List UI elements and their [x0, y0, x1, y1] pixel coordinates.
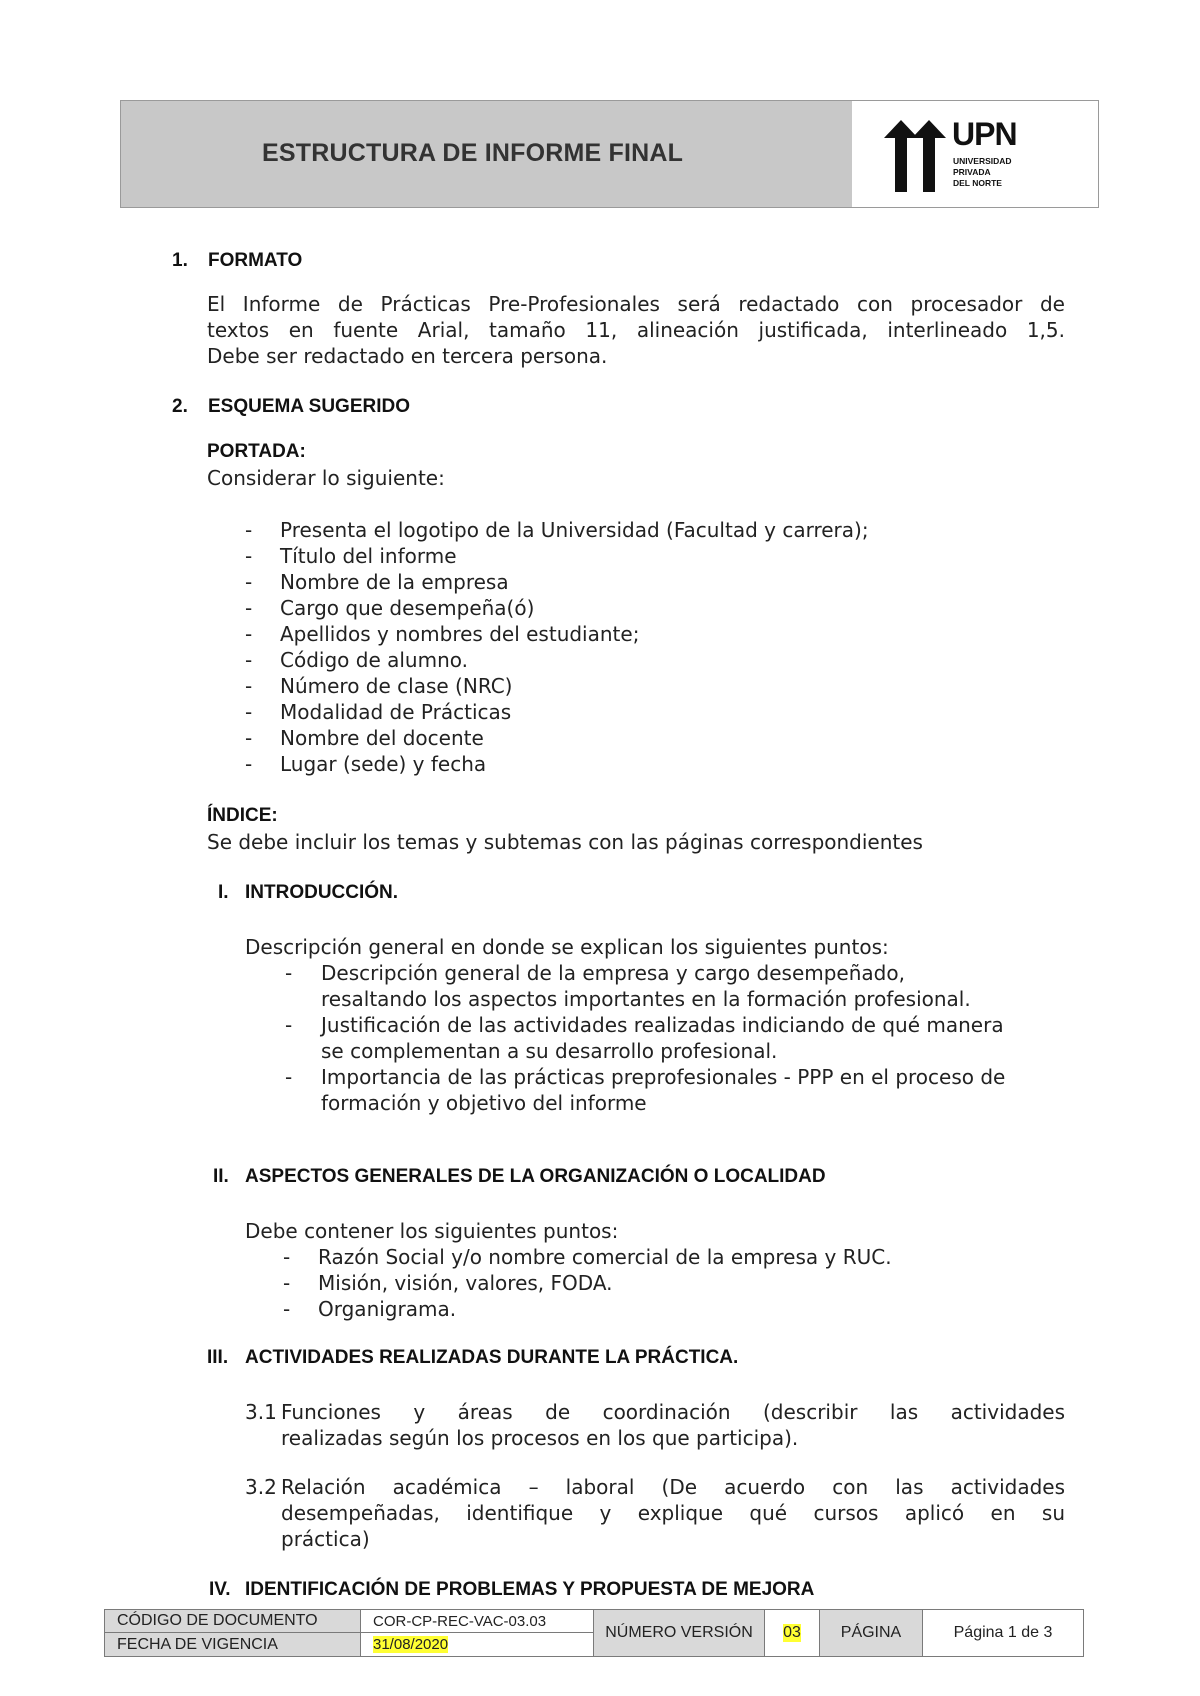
- footer-version-value: 03: [764, 1609, 820, 1657]
- logo-subtitle-1: UNIVERSIDAD: [953, 156, 1012, 166]
- section-III-number: III.: [207, 1347, 229, 1368]
- indice-text: Se debe incluir los temas y subtemas con las páginas correspondientes: [207, 830, 923, 854]
- portada-list: [245, 517, 1045, 777]
- section-I-intro: Descripción general en donde se explican los siguientes puntos:: [245, 935, 889, 959]
- section-1-line-2: textos en fuente Arial, tamaño 11, alineación justificada, interlineado 1,5.: [207, 318, 1065, 342]
- para-3-2-number: 3.2: [245, 1475, 277, 1499]
- logo-subtitle-2: PRIVADA: [953, 167, 991, 177]
- footer-pagina-value: Página 1 de 3: [922, 1609, 1084, 1657]
- para-3-2-line-1: Relación académica – laboral (De acuerdo con las actividades: [281, 1475, 1065, 1499]
- para-3-2-line-2: desempeñadas, identifique y explique qué cursos aplicó en su: [281, 1501, 1065, 1525]
- para-3-1-number: 3.1: [245, 1400, 277, 1424]
- list-item: - Presenta el logotipo de la Universidad (Facultad y carrera);: [245, 518, 869, 542]
- list-item: - Nombre del docente: [245, 726, 484, 750]
- section-1-number: 1.: [172, 250, 188, 271]
- list-item: - Descripción general de la empresa y cargo desempeñado, resaltando los aspectos importantes en la formación profesional.: [285, 961, 971, 1011]
- section-II-number: II.: [213, 1166, 229, 1187]
- para-3-1-line-2: realizadas según los procesos en los que participa).: [281, 1426, 799, 1450]
- list-item: - Apellidos y nombres del estudiante;: [245, 622, 640, 646]
- section-I-list: [285, 960, 1085, 1116]
- portada-intro: Considerar lo siguiente:: [207, 466, 445, 490]
- logo-subtitle-3: DEL NORTE: [953, 178, 1002, 188]
- list-item: - Importancia de las prácticas preprofesionales - PPP en el proceso de formación y objetivo del informe: [285, 1065, 1006, 1115]
- section-1-title: FORMATO: [208, 250, 303, 271]
- section-2-number: 2.: [172, 396, 188, 417]
- section-II-title: ASPECTOS GENERALES DE LA ORGANIZACIÓN O LOCALIDAD: [245, 1166, 826, 1187]
- list-item: - Nombre de la empresa: [245, 570, 509, 594]
- section-II-list: [283, 1244, 1083, 1322]
- list-item: - Organigrama.: [283, 1297, 457, 1321]
- section-I-title: INTRODUCCIÓN.: [245, 882, 399, 903]
- section-I-number: I.: [218, 882, 229, 903]
- list-item: - Justificación de las actividades realizadas indiciando de qué manera se complementan a su desarrollo profesional.: [285, 1013, 1004, 1063]
- list-item: - Código de alumno.: [245, 648, 468, 672]
- list-item: - Título del informe: [245, 544, 457, 568]
- footer-fecha-label: FECHA DE VIGENCIA: [104, 1632, 361, 1657]
- portada-heading: PORTADA:: [207, 441, 306, 462]
- section-2-title: ESQUEMA SUGERIDO: [208, 396, 410, 417]
- list-item: - Lugar (sede) y fecha: [245, 752, 487, 776]
- section-III-title: ACTIVIDADES REALIZADAS DURANTE LA PRÁCTICA.: [245, 1347, 739, 1368]
- list-item: - Modalidad de Prácticas: [245, 700, 512, 724]
- footer-fecha-value: 31/08/2020: [360, 1632, 594, 1657]
- section-IV-title: IDENTIFICACIÓN DE PROBLEMAS Y PROPUESTA DE MEJORA: [245, 1579, 815, 1600]
- list-item: - Razón Social y/o nombre comercial de la empresa y RUC.: [283, 1245, 892, 1269]
- list-item: - Misión, visión, valores, FODA.: [283, 1271, 613, 1295]
- list-item: - Cargo que desempeña(ó): [245, 596, 535, 620]
- section-II-intro: Debe contener los siguientes puntos:: [245, 1219, 619, 1243]
- list-item: - Número de clase (NRC): [245, 674, 513, 698]
- section-IV-number: IV.: [209, 1579, 231, 1600]
- footer-version-label: NÚMERO VERSIÓN: [593, 1609, 765, 1657]
- para-3-2-line-3: práctica): [281, 1527, 370, 1551]
- para-3-1-line-1: Funciones y áreas de coordinación (describir las actividades: [281, 1400, 1065, 1424]
- indice-heading: ÍNDICE:: [207, 805, 278, 826]
- footer-pagina-label: PÁGINA: [819, 1609, 923, 1657]
- section-1-line-3: Debe ser redactado en tercera persona.: [207, 344, 608, 368]
- document-title: ESTRUCTURA DE INFORME FINAL: [262, 139, 684, 167]
- section-1-line-1: El Informe de Prácticas Pre-Profesionales será redactado con procesador de: [207, 292, 1065, 316]
- footer-codigo-value: COR-CP-REC-VAC-03.03: [360, 1609, 594, 1633]
- logo-upn-text: UPN: [952, 116, 1017, 152]
- footer-codigo-label: CÓDIGO DE DOCUMENTO: [104, 1609, 361, 1633]
